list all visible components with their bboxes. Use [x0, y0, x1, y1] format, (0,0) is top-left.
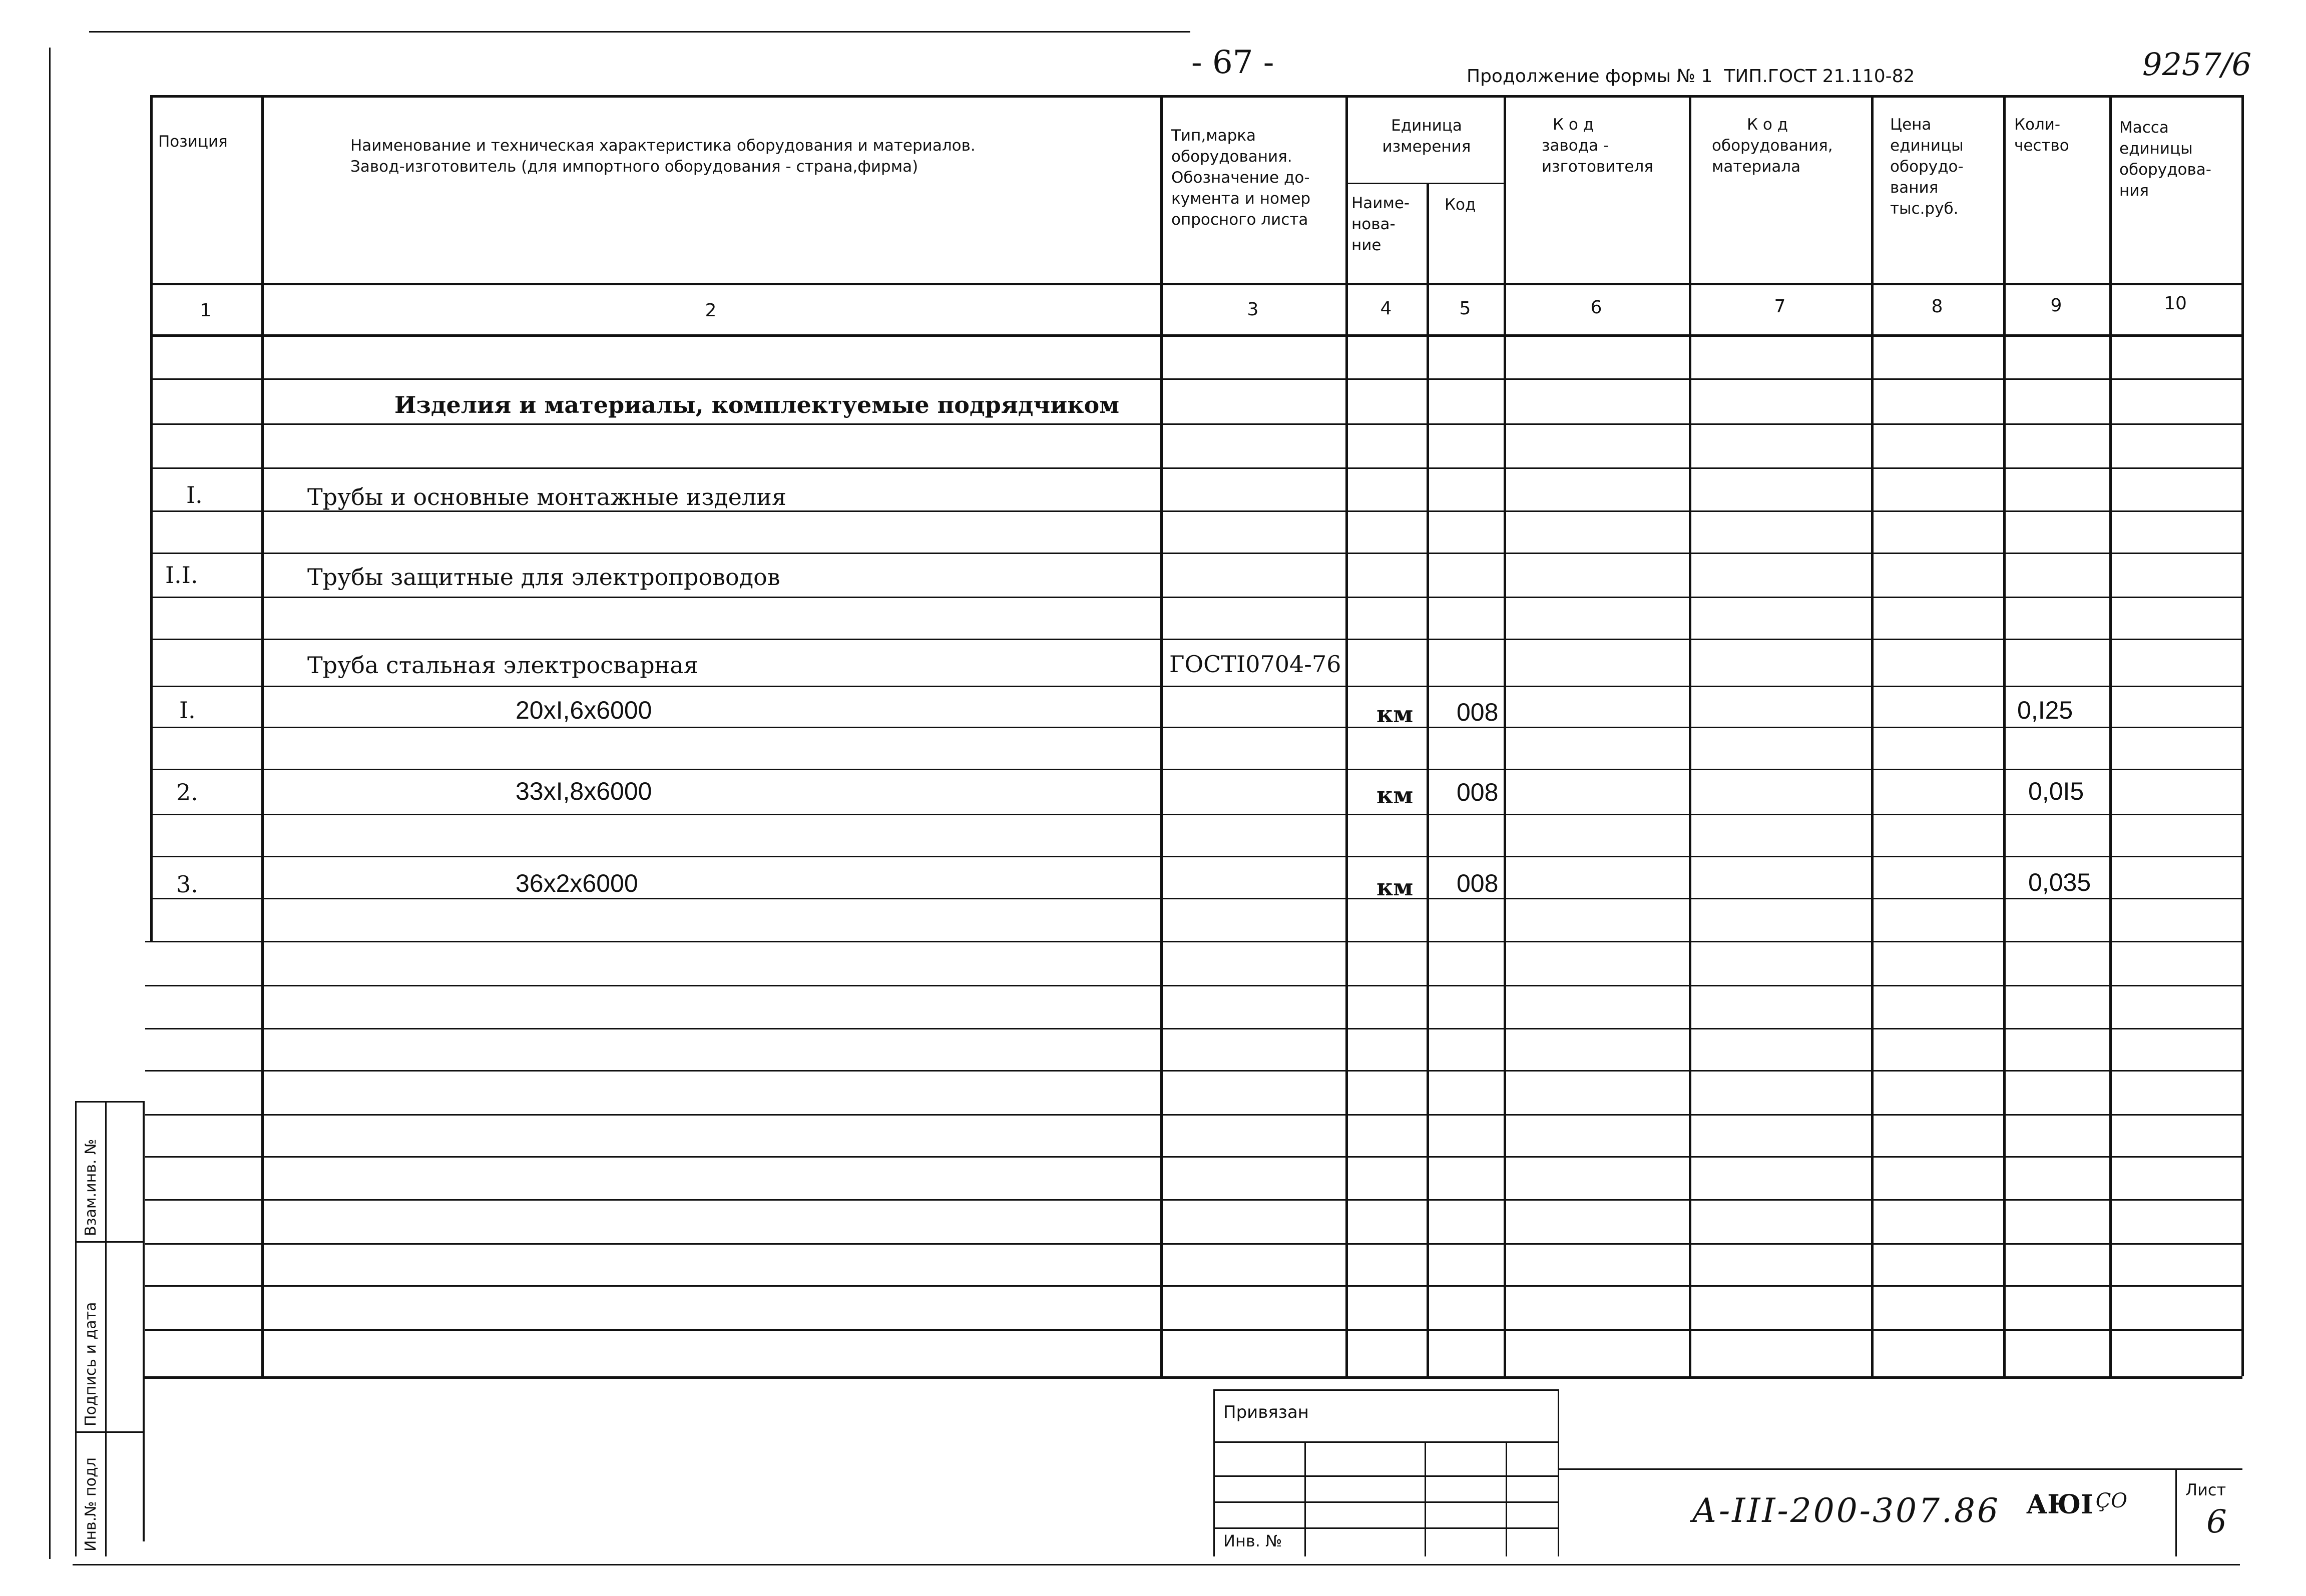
stamp-line	[1213, 1389, 1559, 1391]
col-header-unit-name-line3: ние	[1351, 236, 1381, 254]
col-line	[1427, 183, 1429, 1376]
col-header-type-line5: опросного листа	[1171, 211, 1308, 229]
col-number: 3	[1247, 299, 1259, 320]
form-caption: Продолжение формы № 1 ТИП.ГОСТ 21.110-82	[1467, 66, 1915, 87]
col-number: 6	[1590, 297, 1602, 318]
stamp-line	[1213, 1389, 1215, 1556]
row-line	[150, 898, 2242, 899]
col-number: 8	[1931, 296, 1943, 317]
col-header-mass-line4: ния	[2119, 182, 2149, 200]
col-header-material-code-line2: оборудования,	[1712, 137, 1833, 155]
side-col-line	[75, 1101, 77, 1556]
col-line	[1504, 95, 1506, 1376]
row-line	[145, 1070, 2242, 1072]
colnum-bottom-line	[150, 334, 2242, 337]
row-line	[150, 814, 2242, 815]
row-quantity: 0,I25	[2017, 696, 2073, 724]
col-header-material-code	[1712, 114, 1833, 177]
row-unit: км	[1376, 782, 1414, 809]
row-line	[150, 597, 2242, 598]
row-unit: км	[1376, 874, 1414, 901]
col-header-mass-line2: единицы	[2119, 140, 2193, 158]
row-unit: км	[1376, 701, 1414, 728]
item-standard: ГОСТI0704-76	[1169, 651, 1341, 678]
side-label-replaced-inv: Взам.инв. №	[82, 1139, 100, 1236]
row-line	[150, 553, 2242, 554]
top-frame-line	[89, 31, 1190, 33]
col-line	[150, 95, 153, 941]
row-line	[145, 1199, 2242, 1201]
col-header-factory-code-line2: завода -	[1542, 137, 1609, 155]
row-code: 008	[1457, 778, 1499, 806]
col-header-price-line4: вания	[1890, 179, 1939, 197]
col-header-price-line1: Цена	[1890, 116, 1932, 134]
col-number: 5	[1459, 298, 1471, 319]
row-line	[150, 727, 2242, 728]
col-header-material-code-line1: К о д	[1747, 116, 1788, 134]
col-line	[1689, 95, 1691, 1376]
row-line	[145, 1028, 2242, 1029]
side-row-line	[75, 1101, 144, 1103]
row-code: 008	[1457, 698, 1499, 726]
col-header-type	[1171, 125, 1310, 230]
col-number: 1	[200, 300, 212, 321]
col-number: 2	[705, 300, 717, 321]
col-number: 7	[1774, 296, 1786, 317]
col-header-unit-line1: Единица	[1391, 117, 1462, 135]
row-line	[150, 686, 2242, 687]
row-line	[150, 639, 2242, 640]
stamp-line	[1304, 1441, 1306, 1556]
stamp-bound-label: Привязан	[1223, 1402, 1309, 1422]
row-name: 36х2х6000	[516, 869, 638, 897]
stamp-album-suffix: ÇO	[2095, 1489, 2128, 1512]
row-code: 008	[1457, 869, 1499, 897]
row-quantity: 0,035	[2028, 868, 2091, 896]
stamp-doc-code: А-III-200-307.86	[1692, 1491, 2001, 1530]
page-number: - 67 -	[1191, 44, 1274, 81]
side-col-line	[143, 1101, 145, 1541]
unit-split-line	[1345, 183, 1506, 184]
col-number: 10	[2164, 293, 2187, 314]
stamp-sheet-number: 6	[2206, 1503, 2227, 1540]
stamp-line	[1506, 1441, 1507, 1556]
item-title: Труба стальная электросварная	[307, 652, 698, 679]
table-top-line	[150, 95, 2242, 98]
stamp-line	[1558, 1389, 1559, 1556]
col-header-price-line3: оборудо-	[1890, 158, 1964, 176]
col-header-unit-name-line1: Наиме-	[1351, 194, 1410, 212]
side-label-signature-date: Подпись и дата	[82, 1302, 100, 1426]
col-header-mass-line1: Масса	[2119, 119, 2169, 137]
row-line	[150, 856, 2242, 857]
row-line	[145, 1285, 2242, 1287]
col-header-price	[1890, 114, 1964, 219]
row-quantity: 0,0I5	[2028, 777, 2084, 805]
group2-title: Трубы защитные для электропроводов	[307, 564, 780, 591]
col-number: 4	[1380, 298, 1392, 319]
row-line	[150, 378, 2242, 380]
doc-number-handwritten: 9257/6	[2142, 46, 2252, 83]
row-name: 33хI,8х6000	[516, 777, 652, 805]
col-header-price-line2: единицы	[1890, 137, 1964, 155]
row-line	[145, 1156, 2242, 1158]
col-header-type-line3: Обозначение до-	[1171, 169, 1310, 187]
row-line	[150, 423, 2242, 425]
side-row-line	[75, 1241, 144, 1243]
bottom-frame-line	[73, 1564, 2240, 1565]
col-header-factory-code-line1: К о д	[1553, 116, 1594, 134]
col-line	[1871, 95, 1874, 1376]
col-line	[1345, 95, 1348, 1376]
col-header-unit-line2: измерения	[1382, 138, 1471, 156]
stamp-line	[1425, 1441, 1426, 1556]
col-header-price-line5: тыс.руб.	[1890, 200, 1959, 218]
col-header-quantity	[2014, 114, 2069, 156]
stamp-album	[2026, 1489, 2127, 1520]
stamp-line	[2175, 1468, 2177, 1556]
row-line	[145, 1329, 2242, 1331]
row-line	[145, 1114, 2242, 1116]
col-header-type-line4: кумента и номер	[1171, 190, 1311, 208]
side-row-line	[75, 1431, 144, 1433]
section-title: Изделия и материалы, комплектуемые подрядчиком	[394, 391, 1120, 418]
header-bottom-line	[150, 283, 2242, 285]
col-header-position: Позиция	[158, 133, 228, 151]
left-frame-line	[49, 48, 51, 1559]
col-header-factory-code	[1542, 114, 1653, 177]
stamp-album-code: АЮI	[2026, 1489, 2093, 1520]
table-bottom-line	[143, 1376, 2242, 1379]
row-line	[145, 941, 2242, 942]
side-col-line	[105, 1101, 107, 1556]
col-header-type-line2: оборудования.	[1171, 148, 1292, 166]
group1-position: I.	[186, 481, 203, 508]
col-header-name-line1: Наименование и техническая характеристика оборудования и материалов.	[350, 137, 976, 155]
row-line	[150, 769, 2242, 770]
col-line	[2241, 95, 2244, 1376]
col-header-quantity-line2: чество	[2014, 137, 2069, 155]
row-position: 3.	[176, 871, 198, 898]
row-line	[150, 467, 2242, 469]
side-label-orig-inv: Инв.№ подл	[82, 1457, 100, 1551]
col-number: 9	[2050, 295, 2062, 316]
col-header-material-code-line3: материала	[1712, 158, 1801, 176]
col-header-name-line2: Завод-изготовитель (для импортного оборудования - страна,фирма)	[350, 158, 918, 176]
col-header-unit-name	[1351, 193, 1410, 256]
row-line	[145, 985, 2242, 986]
col-line	[2003, 95, 2006, 1376]
col-header-unit-code: Код	[1445, 196, 1476, 214]
col-header-unit-name-line2: нова-	[1351, 215, 1396, 233]
col-header-mass	[2119, 117, 2211, 201]
row-name: 20хI,6х6000	[516, 696, 652, 724]
col-header-unit	[1351, 115, 1502, 157]
stamp-sheet-label: Лист	[2185, 1480, 2226, 1499]
col-header-mass-line3: оборудова-	[2119, 161, 2211, 179]
col-header-quantity-line1: Коли-	[2014, 116, 2061, 134]
group1-title: Трубы и основные монтажные изделия	[307, 483, 786, 510]
stamp-line	[1558, 1468, 2242, 1470]
col-line	[261, 95, 264, 1376]
col-header-name	[350, 135, 976, 177]
stamp-inv-label: Инв. №	[1223, 1531, 1282, 1550]
col-header-factory-code-line3: изготовителя	[1542, 158, 1653, 176]
col-header-type-line1: Тип,марка	[1171, 127, 1256, 145]
row-line	[145, 1243, 2242, 1245]
row-line	[150, 510, 2242, 512]
col-line	[1160, 95, 1163, 1376]
col-line	[2109, 95, 2112, 1376]
row-position: 2.	[176, 779, 198, 806]
group2-position: I.I.	[165, 562, 198, 589]
row-position: I.	[179, 697, 196, 724]
